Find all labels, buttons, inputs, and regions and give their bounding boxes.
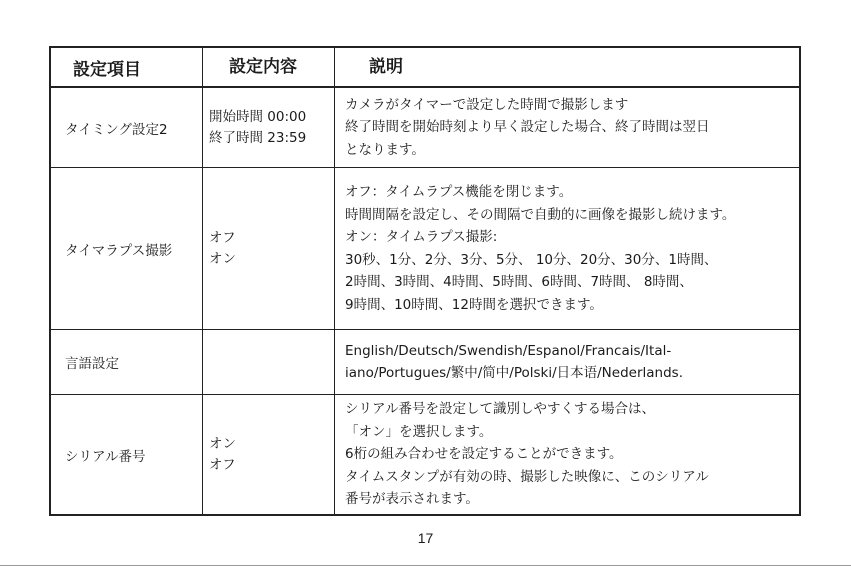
row-timelapse-content: オフ オン — [203, 168, 335, 330]
row-timelapse-description: オフ：タイムラプス機能を閉じます。 時間間隔を設定し、その間隔で自動的に画像を撮影し続けます。 オン：タイムラプス撮影: 30秒、1分、2分、3分、5分、 10分、20分、30分、1時間、 2時間、3時間、4時間、5時間、6時間、7時間、 8時間、 9時間、10時間、12時間を選択できます。 — [335, 168, 799, 330]
row-timing-description: カメラがタイマーで設定した時間で撮影します 終了時間を開始時刻より早く設定した場合、終了時間は翌日 となります。 — [335, 88, 799, 168]
page-number: 17 — [417, 530, 434, 546]
row-language-description: English/Deutsch/Swendish/Espanol/Francais/Ital- iano/Portugues/繁中/简中/Polski/日本语/Nederlands. — [335, 330, 799, 395]
header-setting-content: 設定内容 — [203, 48, 335, 88]
row-language-item: 言語設定 — [51, 330, 203, 395]
footer-divider — [0, 565, 851, 566]
row-language-content — [203, 330, 335, 395]
row-serial-description: シリアル番号を設定して識別しやすくする場合は、 「オン」を選択します。 6桁の組み合わせを設定することができます。 タイムスタンプが有効の時、撮影した映像に、このシリアル 番号が表示されます。 — [345, 401, 709, 508]
settings-table — [49, 46, 801, 516]
row-timing-item: タイミング設定2 — [51, 88, 203, 168]
header-setting-item: 設定項目 — [51, 48, 203, 88]
row-timing-content: 開始時間 00:00 終了時間 23:59 — [203, 88, 335, 168]
header-description: 説明 — [335, 48, 799, 88]
row-serial-item: シリアル番号 — [51, 395, 203, 514]
row-timelapse-item: タイマラプス撮影 — [51, 168, 203, 330]
row-serial-content: オン オフ — [203, 395, 335, 514]
